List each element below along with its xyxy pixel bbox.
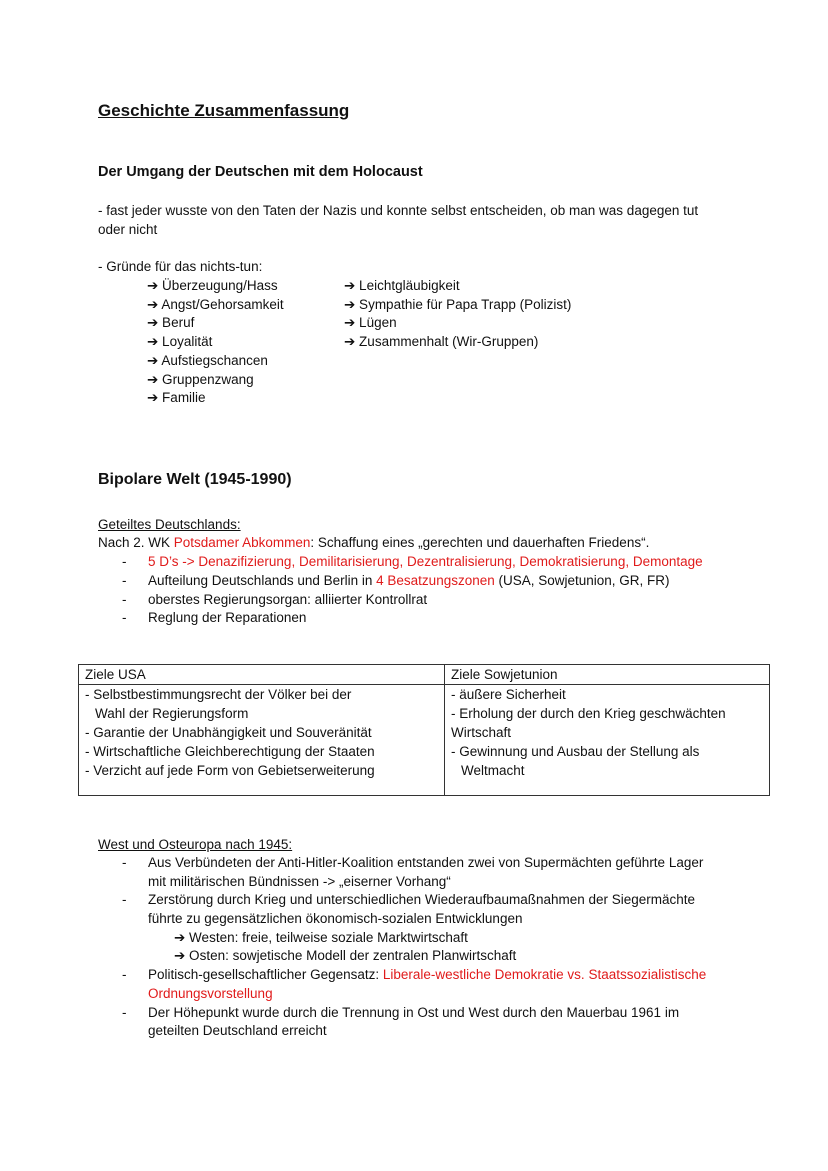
reason-item: ➔ Leichtgläubigkeit (344, 278, 460, 293)
bullet-dash: - (122, 855, 127, 870)
bullet-line: führte zu gegensätzlichen ökonomisch-sozialen Entwicklungen (148, 911, 523, 926)
bullet-dash: - (122, 892, 127, 907)
bullet-dash: - (122, 592, 127, 607)
page-title: Geschichte Zusammenfassung (98, 101, 350, 120)
zones-highlight: 4 Besatzungszonen (376, 573, 495, 588)
contrast-highlight: Liberale-westliche Demokratie vs. Staatssozialistische (382, 967, 707, 982)
table-cell-line: - äußere Sicherheit (451, 687, 566, 702)
intro-text: Nach 2. WK (98, 535, 174, 550)
header-goals-soviet: Ziele Sowjetunion (445, 665, 770, 685)
table-row (79, 685, 770, 796)
table-cell-line: Wirtschaft (451, 725, 512, 740)
intro-line (98, 534, 649, 552)
table-cell-line: - Garantie der Unabhängigkeit und Souveränität (85, 725, 372, 740)
reason-item: ➔ Zusammenhalt (Wir-Gruppen) (344, 334, 539, 349)
section-heading-holocaust: Der Umgang der Deutschen mit dem Holocaust (98, 164, 423, 180)
reasons-label: - Gründe für das nichts-tun: (98, 259, 263, 274)
reason-item: ➔ Lügen (344, 315, 397, 330)
bullet-dash: - (122, 554, 127, 569)
paragraph-line: - fast jeder wusste von den Taten der Nazis und konnte selbst entscheiden, ob man was dagegen tut (98, 203, 699, 218)
sub-bullet-east: ➔ Osten: sowjetische Modell der zentralen Planwirtschaft (174, 948, 517, 963)
reason-item: ➔ Überzeugung/Hass (147, 278, 278, 293)
bullet-dash: - (122, 967, 127, 982)
bullet-dash: - (122, 610, 127, 625)
reason-item: ➔ Aufstiegschancen (147, 353, 268, 368)
bullet-text: Politisch-gesellschaftlicher Gegensatz: (148, 967, 383, 982)
table-cell-line: - Wirtschaftliche Gleichberechtigung der Staaten (85, 744, 375, 759)
bullet-line: Ordnungsvorstellung (148, 986, 273, 1001)
bullet-line: mit militärischen Bündnissen -> „eiserner Vorhang“ (148, 874, 451, 889)
table-cell-line: - Verzicht auf jede Form von Gebietserweiterung (85, 763, 375, 778)
sub-bullet-west: ➔ Westen: freie, teilweise soziale Marktwirtschaft (174, 930, 468, 945)
table-cell-line: - Gewinnung und Ausbau der Stellung als (451, 744, 700, 759)
bullet-zones (148, 572, 670, 590)
goals-usa-cell (79, 685, 445, 796)
bullet-dash: - (122, 1005, 127, 1020)
reason-item: ➔ Angst/Gehorsamkeit (147, 297, 284, 312)
table-cell-line: - Erholung der durch den Krieg geschwächten (451, 706, 726, 721)
bullet-dash: - (122, 573, 127, 588)
bullet-line (148, 966, 706, 984)
bullet-5ds: 5 D’s -> Denazifizierung, Demilitarisierung, Dezentralisierung, Demokratisierung, Demontage (148, 554, 703, 569)
bullet-text: Aufteilung Deutschlands und Berlin in (148, 573, 377, 588)
bullet-text: (USA, Sowjetunion, GR, FR) (494, 573, 670, 588)
reason-item: ➔ Beruf (147, 315, 195, 330)
bullet-line: Zerstörung durch Krieg und unterschiedlichen Wiederaufbaumaßnahmen der Siegermächte (148, 892, 696, 907)
reason-item: ➔ Loyalität (147, 334, 213, 349)
goals-table (78, 664, 770, 796)
header-goals-usa: Ziele USA (79, 665, 445, 685)
reason-item: ➔ Familie (147, 390, 206, 405)
reason-item: ➔ Gruppenzwang (147, 372, 254, 387)
section-heading-bipolar: Bipolare Welt (1945-1990) (98, 471, 292, 488)
subheading-divided-germany: Geteiltes Deutschlands: (98, 517, 241, 532)
intro-text: : Schaffung eines „gerechten und dauerhaften Friedens“. (310, 535, 650, 550)
table-cell-line: Weltmacht (461, 763, 525, 778)
subheading-west-east: West und Osteuropa nach 1945: (98, 837, 293, 852)
reason-item: ➔ Sympathie für Papa Trapp (Polizist) (344, 297, 572, 312)
bullet-reparations: Reglung der Reparationen (148, 610, 307, 625)
bullet-control-council: oberstes Regierungsorgan: alliierter Kontrollrat (148, 592, 428, 607)
bullet-line: geteilten Deutschland erreicht (148, 1023, 327, 1038)
bullet-line: Aus Verbündeten der Anti-Hitler-Koalition entstanden zwei von Supermächten geführte Lager (148, 855, 704, 870)
potsdam-highlight: Potsdamer Abkommen (173, 535, 311, 550)
table-cell-line: Wahl der Regierungsform (95, 706, 249, 721)
goals-soviet-cell (445, 685, 770, 796)
bullet-line: Der Höhepunkt wurde durch die Trennung in Ost und West durch den Mauerbau 1961 im (148, 1005, 680, 1020)
table-cell-line: - Selbstbestimmungsrecht der Völker bei der (85, 687, 352, 702)
paragraph-line: oder nicht (98, 222, 158, 237)
table-header-row (79, 665, 770, 685)
